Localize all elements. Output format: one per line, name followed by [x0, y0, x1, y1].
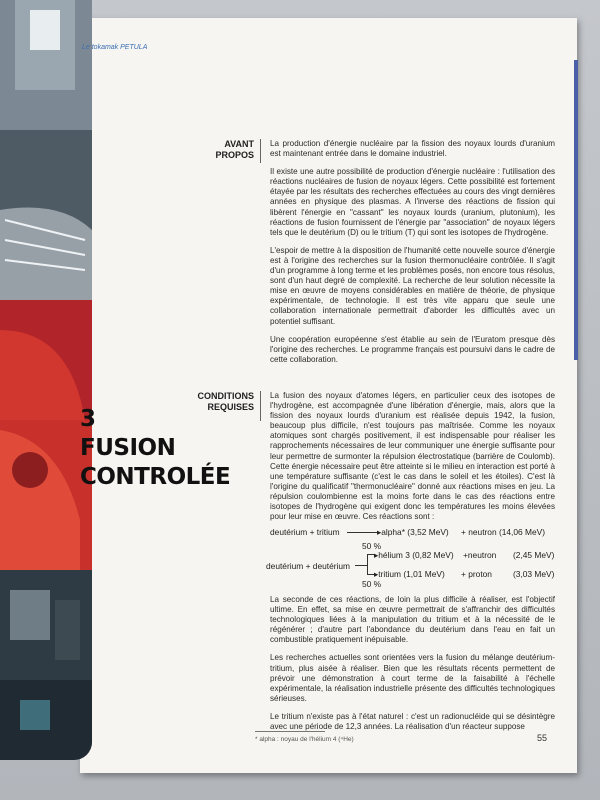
arrow: [355, 565, 367, 566]
paragraph: L'espoir de mettre à la disposition de l'humanité cette nouvelle source d'énergie est à l'origine des recherches sur la fusion thermonucléaire contrôlée. Il s'agit d'un programme à long terme et les problèmes posés, non encore tous résolus, sont d'un haut degré de complexité. La recherche de leur solution nécessite la mise en œuvre de moyens considérables en matière de théorie, de physique expérimentale, de technologie. Il est très vite apparu que seule une collaboration internationale permettrait d'aborder les difficultés avec un potentiel suffisant.: [270, 245, 555, 326]
section-rule: [260, 139, 261, 163]
avant-propos-body: [270, 139, 555, 373]
section-rule: [260, 391, 261, 421]
conditions-body-continued: [270, 595, 555, 740]
reaction2-reactants: deutérium + deutérium: [266, 561, 351, 571]
page-number: 55: [537, 733, 548, 743]
paragraph: Une coopération européenne s'est établie au sein de l'Euratom presque dès l'origine des recherches. Le programme français est poursuivi dans le cadre de cette collaboration.: [270, 334, 555, 364]
tokamak-photo: [0, 0, 92, 760]
paragraph: La fusion des noyaux d'atomes légers, en particulier ceux des isotopes de l'hydrogène, est accompagnée d'une libération d'énergie, mais, alors que la fission des noyaux lourds d'uranium est réalisée depuis 1942, la fusion, beaucoup plus difficile, n'est toujours pas maîtrisée. Comme les noyaux atomiques sont chargés positivement, il est indispensable pour réaliser les rapprochements nécessaires de leur communiquer une énergie suffisante pour leur permettre de surmonter la répulsion électrostatique (barrière de Coulomb). Cette énergie nécessaire peut être atteinte si le milieu en interaction est porté à une température suffisante (c'est le cas dans le soleil et les étoiles). C'est là l'origine du qualificatif "thermonucléaire" donné aux réactions mises en jeu. La répulsion coulombienne est la moins forte dans le cas des réactions entre isotopes de l'hydrogène qui exigent donc les températures les moins élevées pour leur mise en œuvre. Ces réactions sont :: [270, 391, 555, 522]
branch-line: [367, 554, 368, 574]
reaction2a-product: ▸hélium 3 (0,82 MeV): [374, 550, 454, 560]
footnote: * alpha : noyau de l'hélium 4 (⁴He): [255, 736, 354, 743]
paragraph: La production d'énergie nucléaire par la fission des noyaux lourds d'uranium est maintenant entrée dans le domaine industriel.: [270, 139, 555, 159]
paragraph: Les recherches actuelles sont orientées vers la fusion du mélange deutérium-tritium, plus aisée à réaliser. Bien que les résultats récents permettent de prévoir une démonstration à court terme de la faisabilité à l'échelle expérimentale, la réalisation industrielle présente des difficultés technologiques sérieuses.: [270, 653, 555, 703]
footnote-rule: [255, 731, 325, 732]
arrow: [347, 532, 377, 533]
avant-propos-heading: AVANT PROPOS: [215, 139, 254, 160]
reaction2b-product: ▸tritium (1,01 MeV): [374, 569, 445, 579]
conditions-heading: CONDITIONS REQUISES: [197, 391, 254, 412]
reaction2b-proton: + proton: [461, 569, 492, 579]
reaction2a-energy: (2,45 MeV): [513, 550, 555, 560]
reaction1-product: ▸alpha* (3,52 MeV): [377, 527, 449, 537]
paragraph: La seconde de ces réactions, de loin la plus difficile à réaliser, est l'objectif ultime. En effet, sa mise en œuvre permettrait de s'affranchir des difficultés technologiques liées à la manipulation du tritium et à la nécessité de le régénérer ; d'autre part l'abondance du deutérium dans l'eau en fait un combustible pratiquement inépuisable.: [270, 595, 555, 645]
reaction2a-neutron: +neutron: [463, 550, 497, 560]
reaction2b-energy: (3,03 MeV): [513, 569, 555, 579]
chapter-title: [80, 405, 230, 492]
conditions-body: [270, 391, 555, 530]
chapter-title-line1: FUSION: [80, 435, 176, 461]
paragraph: Il existe une autre possibilité de production d'énergie nucléaire : l'utilisation des réactions nucléaires de fusion de noyaux légers. Cette possibilité est fortement étayée par les résultats des recherches effectuées au cours des vingt dernières années en physique des plasmas. A l'inverse des réactions de fission qui libèrent l'énergie en "cassant" les noyaux lourds (uranium, plutonium), les réactions de fusion fournissent de l'énergie par "association" de noyaux légers tels que le deutérium (D) ou le tritium (T) qui sont les isotopes de l'hydrogène.: [270, 167, 555, 237]
reaction1-reactants: deutérium + tritium: [270, 527, 340, 537]
branch-percent-bottom: 50 %: [362, 579, 382, 589]
branch-percent-top: 50 %: [362, 541, 382, 551]
chapter-title-line2: CONTROLÉE: [80, 464, 231, 490]
paragraph: Le tritium n'existe pas à l'état naturel : c'est un radionucléide qui se désintègre avec une période de 12,3 années. La réalisation d'un réacteur suppose: [270, 711, 555, 732]
tokamak-illustration: [0, 0, 92, 760]
page-edge-blue: [574, 60, 578, 360]
reaction1-neutron: + neutron (14,06 MeV): [461, 527, 546, 537]
chapter-number: 3: [80, 406, 96, 432]
photo-caption: Le tokamak PETULA: [82, 44, 148, 51]
